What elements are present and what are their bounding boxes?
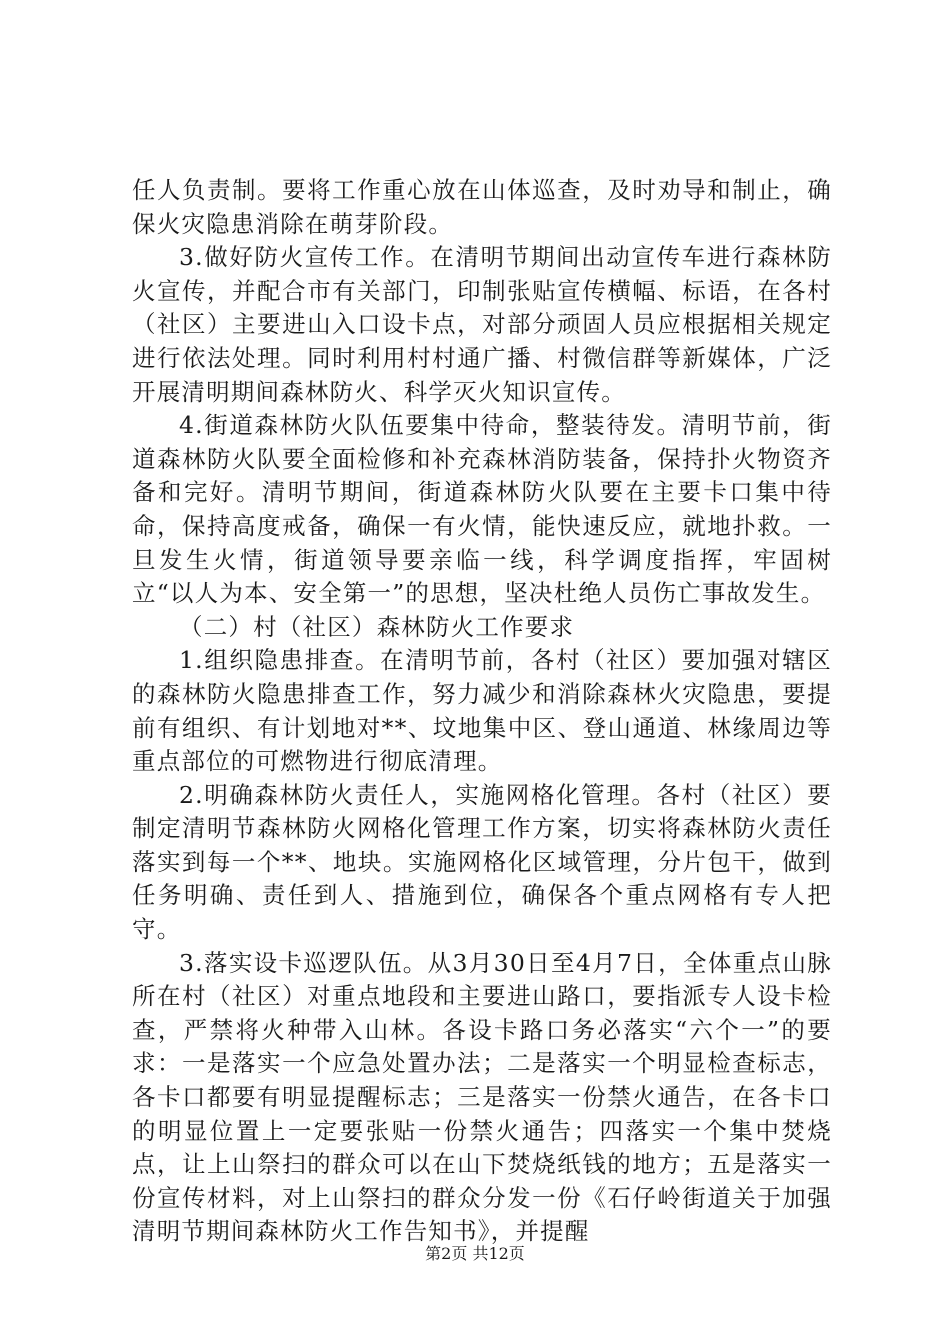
page-number-footer: 第2页 共12页: [425, 1244, 525, 1263]
paragraph-item-3-publicity: 3.做好防火宣传工作。在清明节期间出动宣传车进行森林防火宣传，并配合市有关部门，印制张贴宣传横幅、标语，在各村（社区）主要进山入口设卡点，对部分顽固人员应根据相关规定进行依法处理。同时利用村村通广播、村微信群等新媒体，广泛开展清明期间森林防火、科学灭火知识宣传。: [132, 243, 832, 406]
paragraph-item-1-hazard-check: 1.组织隐患排查。在清明节前，各村（社区）要加强对辖区的森林防火隐患排查工作，努力减少和消除森林火灾隐患，要提前有组织、有计划地对**、坟地集中区、登山通道、林缘周边等重点部位的可燃物进行彻底清理。: [132, 646, 832, 776]
section-heading-village-requirements: （二）村（社区）森林防火工作要求: [179, 612, 575, 641]
paragraph-item-2-grid-management: 2.明确森林防火责任人，实施网格化管理。各村（社区）要制定清明节森林防火网格化管理工作方案，切实将森林防火责任落实到每一个**、地块。实施网格化区域管理，分片包干，做到任务明确、责任到人、措施到位，确保各个重点网格有专人把守。: [132, 780, 832, 944]
paragraph-item-3-checkpoint-patrol: 3.落实设卡巡逻队伍。从3月30日至4月7日，全体重点山脉所在村（社区）对重点地段和主要进山路口，要指派专人设卡检查，严禁将火种带入山林。各设卡路口务必落实“六个一”的要求：一是落实一个应急处置办法；二是落实一个明显检查标志，各卡口都要有明显提醒标志；三是落实一份禁火通告，在各卡口的明显位置上一定要张贴一份禁火通告；四落实一个集中焚烧点，让上山祭扫的群众可以在山下焚烧纸钱的地方；五是落实一份宣传材料，对上山祭扫的群众分发一份《石仔岭街道关于加强清明节期间森林防火工作告知书》，并提醒: [132, 948, 832, 1246]
paragraph-continuation: 任人负责制。要将工作重心放在山体巡查，及时劝导和制止，确保火灾隐患消除在萌芽阶段。: [132, 176, 832, 238]
document-body: [132, 174, 832, 1249]
paragraph-item-4-fire-team: 4.街道森林防火队伍要集中待命，整装待发。清明节前，街道森林防火队要全面检修和补充森林消防装备，保持扑火物资齐备和完好。清明节期间，街道森林防火队要在主要卡口集中待命，保持高度戒备，确保一有火情，能快速反应，就地扑救。一旦发生火情，街道领导要亲临一线，科学调度指挥，牢固树立“以人为本、安全第一”的思想，坚决杜绝人员伤亡事故发生。: [132, 411, 832, 608]
